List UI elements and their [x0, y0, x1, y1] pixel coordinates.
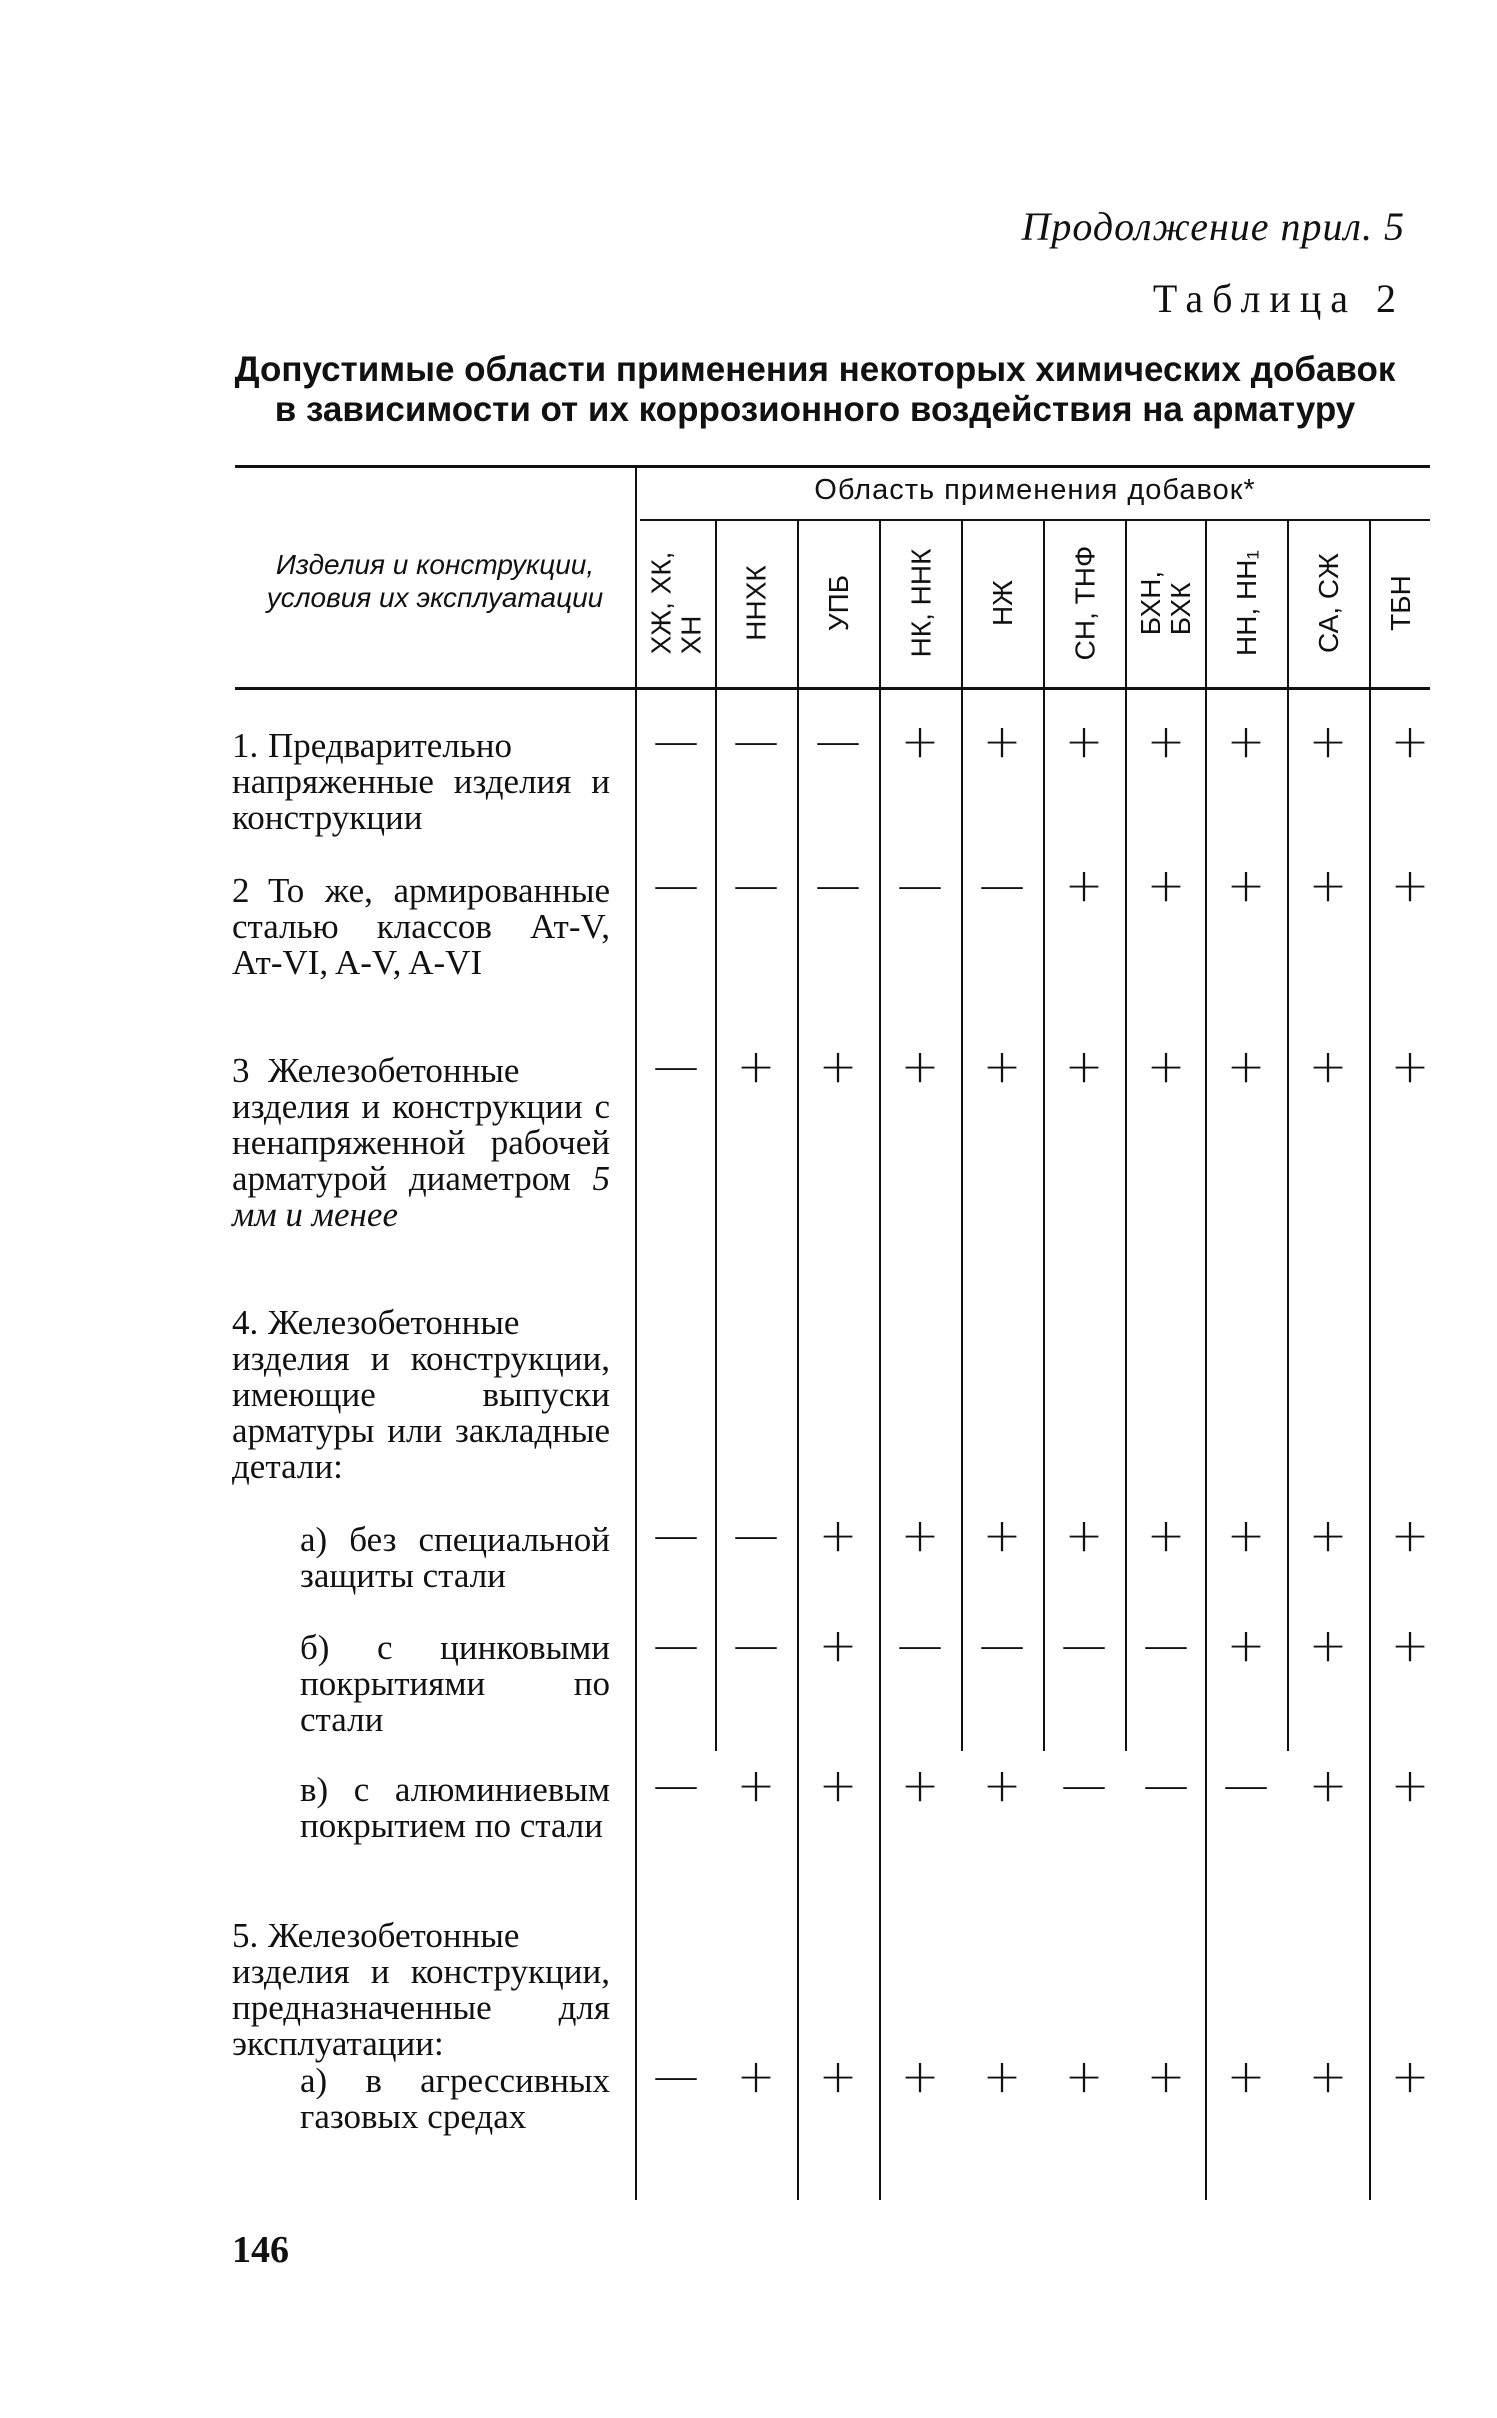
- table-cell: +: [1226, 1039, 1266, 1093]
- table-cell: +: [1308, 714, 1348, 768]
- column-header: [799, 528, 879, 678]
- column-header-label: СН, ТНФ: [1069, 545, 1100, 661]
- stub-header-line-1: Изделия и конструкции,: [275, 549, 595, 580]
- area-header-rule: [640, 519, 1430, 521]
- column-header-label: НК, ННК: [905, 548, 936, 658]
- table-cell: —: [653, 1508, 699, 1562]
- table-label: Таблица 2: [1152, 276, 1405, 321]
- table-cell: +: [736, 1758, 776, 1812]
- table-cell: +: [736, 2049, 776, 2103]
- table-cell: +: [1226, 714, 1266, 768]
- table-cell: —: [897, 858, 943, 912]
- table-cell: +: [736, 1039, 776, 1093]
- table-cell: +: [1390, 1758, 1430, 1812]
- table-cell: +: [1390, 1039, 1430, 1093]
- table-cell: +: [1308, 858, 1348, 912]
- page-number: 146: [232, 2229, 289, 2271]
- row-description: Предварительно напряженные изделия и конструкции: [232, 726, 610, 837]
- table-cell: +: [1226, 858, 1266, 912]
- continuation-note: Продолжение прил. 5: [1021, 204, 1405, 249]
- table-cell: —: [1061, 1758, 1107, 1812]
- table-cell: —: [733, 1508, 779, 1562]
- column-header: [1207, 528, 1287, 678]
- table-row-label: [300, 2063, 610, 2135]
- column-divider: [961, 521, 963, 1751]
- row-number: 1.: [232, 726, 259, 765]
- table-cell: —: [897, 1618, 943, 1672]
- column-divider: [1125, 521, 1127, 1751]
- table-cell: +: [1390, 714, 1430, 768]
- table-cell: —: [653, 1618, 699, 1672]
- column-header: [1289, 528, 1369, 678]
- table-row-label: [232, 728, 610, 836]
- table-row-label: [232, 873, 610, 981]
- table-cell: +: [900, 1039, 940, 1093]
- table-cell: +: [982, 2049, 1022, 2103]
- column-header-label: ТБН: [1384, 575, 1416, 631]
- column-divider: [1287, 521, 1289, 1751]
- table-cell: —: [733, 858, 779, 912]
- table-cell: +: [900, 1508, 940, 1562]
- column-header-label: НН, НН₁: [1231, 550, 1263, 656]
- table-cell: —: [815, 714, 861, 768]
- table-cell: —: [1143, 1618, 1189, 1672]
- column-header-label: УПБ: [822, 574, 854, 632]
- column-header-label: БХН, БХК: [1135, 570, 1196, 636]
- table-cell: +: [1064, 858, 1104, 912]
- table-cell: —: [1061, 1618, 1107, 1672]
- table-cell: +: [1226, 2049, 1266, 2103]
- column-divider: [715, 521, 717, 1751]
- stub-header: [235, 548, 635, 614]
- row-number: 4.: [232, 1303, 259, 1342]
- row-description: Железобетонные изделия и конструкции, имеющие выпуски арматуры или закладные детали:: [232, 1303, 610, 1486]
- table-cell: +: [1064, 714, 1104, 768]
- table-cell: +: [818, 2049, 858, 2103]
- table-cell: +: [982, 1039, 1022, 1093]
- table-cell: +: [818, 1618, 858, 1672]
- table-cell: +: [1308, 1618, 1348, 1672]
- column-divider: [1205, 521, 1207, 2200]
- table-title: [230, 350, 1400, 430]
- column-header-label: НЖ: [986, 579, 1018, 627]
- column-divider: [1369, 521, 1371, 2200]
- table-cell: —: [653, 1758, 699, 1812]
- row-description: а) без специальной защиты стали: [300, 1520, 610, 1595]
- table-title-line-2: в зависимости от их коррозионного воздействия на арматуру: [274, 390, 1356, 429]
- table-cell: +: [1064, 1039, 1104, 1093]
- table-title-line-1: Допустимые области применения некоторых химических добавок: [234, 350, 1396, 389]
- table-cell: +: [1308, 1039, 1348, 1093]
- column-header-label: ННХК: [741, 565, 772, 641]
- table-cell: +: [1146, 714, 1186, 768]
- column-header: [637, 528, 715, 678]
- table-row-label: [232, 1305, 610, 1485]
- table-cell: +: [1146, 1508, 1186, 1562]
- table-cell: +: [1146, 858, 1186, 912]
- table-cell: +: [1308, 2049, 1348, 2103]
- table-row-label: [300, 1772, 610, 1844]
- table-cell: +: [1064, 1508, 1104, 1562]
- table-row-label: [232, 1053, 610, 1233]
- table-header-rule: [235, 687, 1430, 690]
- table-top-rule: [235, 465, 1430, 468]
- table-cell: —: [653, 714, 699, 768]
- table-cell: —: [1143, 1758, 1189, 1812]
- table-row-label: [232, 1918, 610, 2062]
- stub-header-line-2: условия их эксплуатации: [266, 582, 604, 613]
- column-divider: [879, 521, 881, 2200]
- column-divider: [1043, 521, 1045, 1751]
- table-cell: —: [653, 1039, 699, 1093]
- row-description: То же, армированные сталью классов Ат-V, Ат-VI, A-V, A-VI: [232, 871, 610, 982]
- table-cell: +: [1390, 858, 1430, 912]
- row-description-italic: 5 мм и менее: [232, 1159, 610, 1234]
- row-number: 5.: [232, 1916, 259, 1955]
- table-cell: +: [900, 2049, 940, 2103]
- table-cell: +: [1226, 1508, 1266, 1562]
- column-header: [881, 528, 961, 678]
- table-cell: —: [979, 1618, 1025, 1672]
- table-cell: +: [1146, 1039, 1186, 1093]
- row-description: б) с цинковыми покрытиями по стали: [300, 1628, 610, 1739]
- row-description: Железобетонные изделия и конструкции, предназначенные для эксплуатации:: [232, 1916, 610, 2063]
- table-cell: +: [818, 1508, 858, 1562]
- table-cell: +: [982, 714, 1022, 768]
- column-divider: [797, 521, 799, 2200]
- table-cell: —: [653, 2049, 699, 2103]
- row-description: а) в агрессивных газовых средах: [300, 2061, 610, 2136]
- table-cell: +: [1226, 1618, 1266, 1672]
- row-number: 2: [232, 871, 250, 910]
- table-cell: +: [1390, 2049, 1430, 2103]
- table-row-label: [300, 1522, 610, 1594]
- row-number: 3: [232, 1051, 250, 1090]
- table-cell: +: [900, 714, 940, 768]
- table-cell: +: [1064, 2049, 1104, 2103]
- table-cell: —: [653, 858, 699, 912]
- column-header: [963, 528, 1043, 678]
- table-cell: +: [818, 1758, 858, 1812]
- column-header: [1045, 528, 1125, 678]
- table-cell: +: [900, 1758, 940, 1812]
- table-cell: —: [815, 858, 861, 912]
- table-cell: +: [982, 1508, 1022, 1562]
- table-cell: —: [1223, 1758, 1269, 1812]
- area-header: Область применения добавок*: [814, 474, 1256, 506]
- table-cell: +: [982, 1758, 1022, 1812]
- table-cell: +: [1308, 1758, 1348, 1812]
- table-cell: +: [1390, 1618, 1430, 1672]
- column-header: [717, 528, 797, 678]
- column-header-label: ХЖ, ХК, ХН: [645, 551, 707, 655]
- column-header: [1371, 528, 1431, 678]
- table-cell: +: [818, 1039, 858, 1093]
- table-cell: +: [1390, 1508, 1430, 1562]
- table-cell: +: [1308, 1508, 1348, 1562]
- table-cell: —: [733, 714, 779, 768]
- table-cell: +: [1146, 2049, 1186, 2103]
- table-cell: —: [979, 858, 1025, 912]
- table-row-label: [300, 1630, 610, 1738]
- row-description: Железобетонные изделия и конструкции с ненапряженной рабочей арматурой диаметром: [232, 1051, 610, 1198]
- column-header: [1127, 528, 1205, 678]
- column-header-label: СА, СЖ: [1313, 553, 1345, 653]
- table-cell: —: [733, 1618, 779, 1672]
- row-description: в) с алюминиевым покрытием по стали: [300, 1770, 610, 1845]
